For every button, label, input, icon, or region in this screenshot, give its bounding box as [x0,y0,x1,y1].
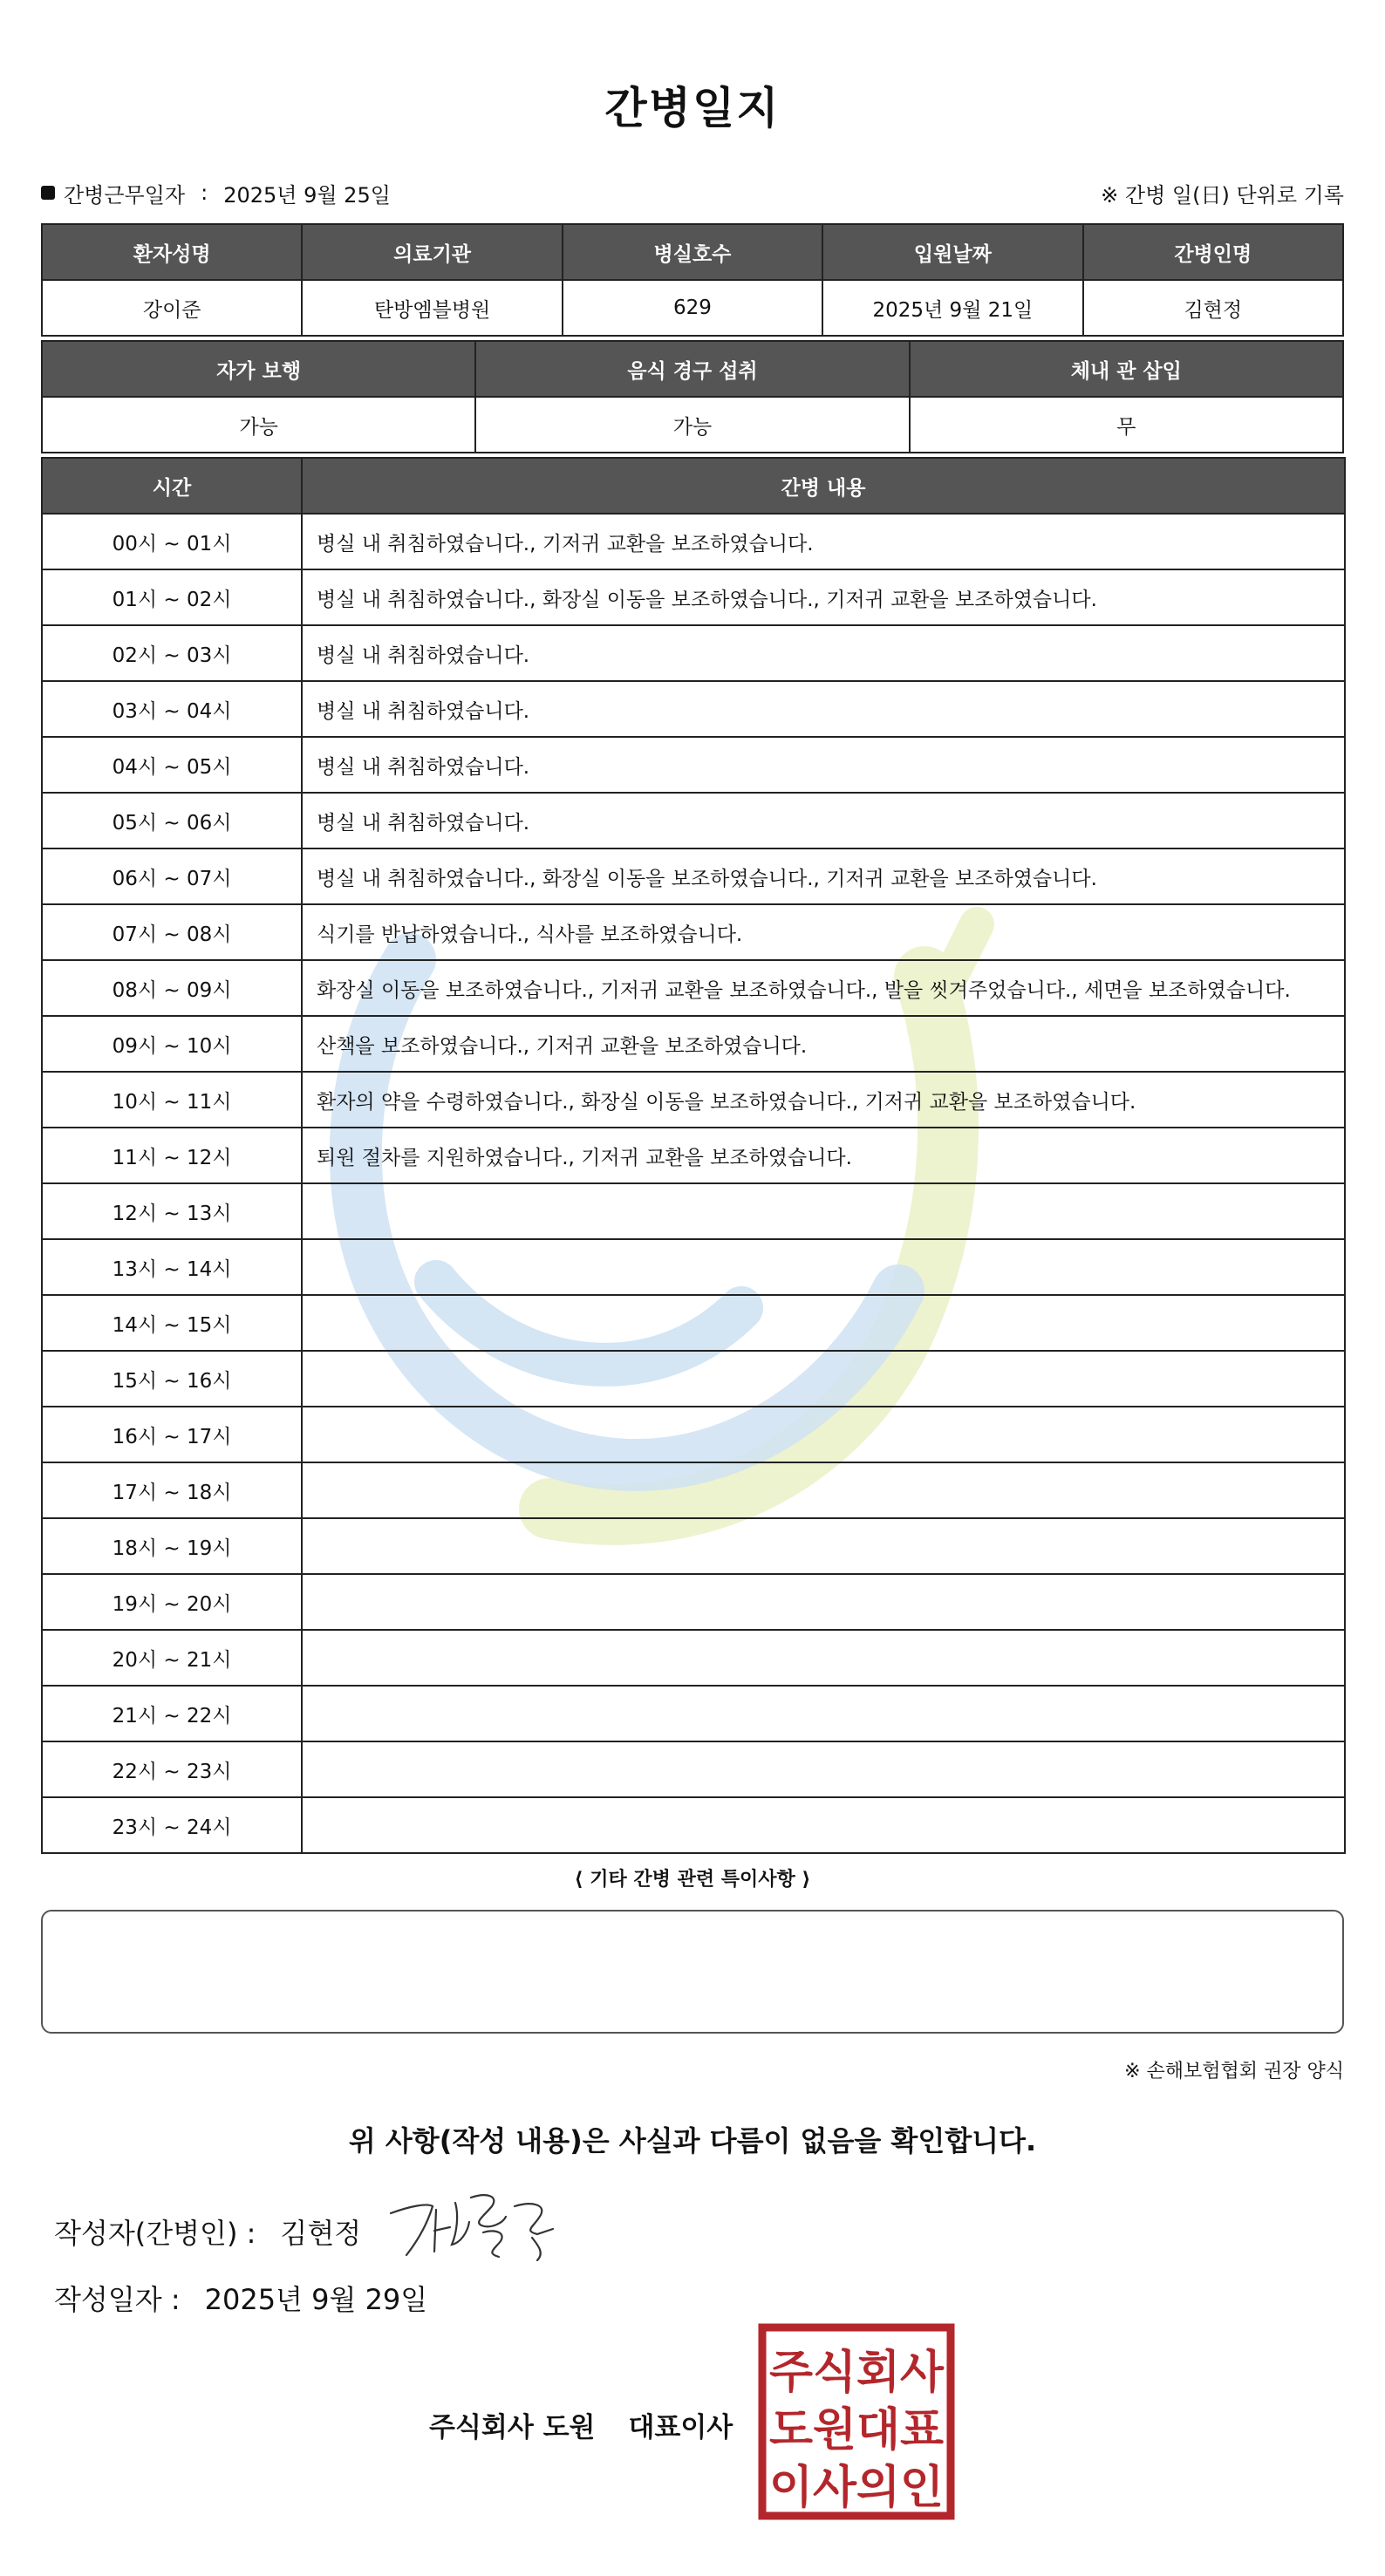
care-log-row [42,737,1345,793]
care-log-row [42,1183,1345,1239]
care-time-cell: 17시 ~ 18시 [42,1462,302,1518]
care-content-cell: 환자의 약을 수령하였습니다., 화장실 이동을 보조하였습니다., 기저귀 교환을 보조하였습니다. [302,1072,1345,1128]
care-time-cell: 01시 ~ 02시 [42,569,302,625]
care-log-row [42,848,1345,904]
hospital-value: 탄방엠블병원 [302,280,562,336]
self-walking-value: 가능 [42,397,475,453]
care-log-row [42,514,1345,569]
care-time-cell: 12시 ~ 13시 [42,1183,302,1239]
care-log-row [42,625,1345,681]
page-title: 간병일지 [604,83,781,133]
care-log-row [42,960,1345,1016]
care-log-row [42,1295,1345,1351]
care-content-cell: 퇴원 절차를 지원하였습니다., 기저귀 교환을 보조하였습니다. [302,1128,1345,1183]
care-log-row [42,1462,1345,1518]
care-content-cell: 병실 내 취침하였습니다., 화장실 이동을 보조하였습니다., 기저귀 교환을 보조하였습니다. [302,569,1345,625]
company-signature-line [429,2405,733,2444]
care-log-row [42,793,1345,848]
care-log-row [42,1574,1345,1630]
care-content-cell: 식기를 반납하였습니다., 식사를 보조하였습니다. [302,904,1345,960]
care-content-cell [302,1686,1345,1741]
care-log-header-row [42,458,1345,514]
work-date-separator: : [201,181,208,205]
care-log-row [42,1072,1345,1128]
care-time-cell: 13시 ~ 14시 [42,1239,302,1295]
care-time-cell: 23시 ~ 24시 [42,1797,302,1853]
care-log-row [42,1518,1345,1574]
care-time-cell: 11시 ~ 12시 [42,1128,302,1183]
care-log-row [42,1016,1345,1072]
care-log-row [42,569,1345,625]
care-time-cell: 00시 ~ 01시 [42,514,302,569]
care-content-cell [302,1407,1345,1462]
patient-info-header-row [42,224,1343,280]
patient-info-value-row [42,280,1343,336]
care-log-row [42,1630,1345,1686]
care-time-cell: 20시 ~ 21시 [42,1630,302,1686]
care-time-cell: 09시 ~ 10시 [42,1016,302,1072]
header-care-content: 간병 내용 [302,458,1345,514]
form-source-note: ※ 손해보험협회 권장 양식 [1124,2061,1344,2082]
caregiver-name-value: 김현정 [1083,280,1343,336]
care-content-cell: 병실 내 취침하였습니다. [302,625,1345,681]
header-self-walking: 자가 보행 [42,341,475,397]
care-log-row [42,681,1345,737]
care-content-cell: 화장실 이동을 보조하였습니다., 기저귀 교환을 보조하였습니다., 발을 씻겨주었습니다., 세면을 보조하였습니다. [302,960,1345,1016]
care-log-rows [42,514,1345,1853]
record-unit-note: ※ 간병 일(日) 단위로 기록 [1101,182,1344,208]
care-time-cell: 21시 ~ 22시 [42,1686,302,1741]
care-content-cell [302,1630,1345,1686]
care-content-cell [302,1183,1345,1239]
care-time-cell: 03시 ~ 04시 [42,681,302,737]
work-date-value: 2025년 9월 25일 [223,182,391,208]
care-content-cell [302,1295,1345,1351]
care-log-table [41,457,1346,1854]
header-time: 시간 [42,458,302,514]
seal-line-2: 도원대표 [769,2404,944,2457]
admission-date-value: 2025년 9월 21일 [822,280,1082,336]
bullet-square-icon [41,186,55,200]
care-time-cell: 15시 ~ 16시 [42,1351,302,1407]
care-content-cell: 산책을 보조하였습니다., 기저귀 교환을 보조하였습니다. [302,1016,1345,1072]
care-content-cell [302,1741,1345,1797]
header-tube-insertion: 체내 관 삽입 [910,341,1343,397]
oral-intake-value: 가능 [475,397,909,453]
care-log-row [42,1686,1345,1741]
care-content-cell [302,1797,1345,1853]
care-time-cell: 19시 ~ 20시 [42,1574,302,1630]
writer-name: 김현정 [280,2217,362,2250]
care-time-cell: 02시 ~ 03시 [42,625,302,681]
header-caregiver-name: 간병인명 [1083,224,1343,280]
care-time-cell: 05시 ~ 06시 [42,793,302,848]
work-date-label: 간병근무일자 [64,182,186,208]
header-room-number: 병실호수 [563,224,822,280]
patient-status-header-row [42,341,1343,397]
handwritten-signature [384,2180,558,2263]
writer-row [54,2211,361,2252]
patient-info-table [41,223,1344,337]
patient-status-value-row [42,397,1343,453]
company-seal-stamp [758,2323,955,2520]
care-time-cell: 07시 ~ 08시 [42,904,302,960]
writer-label: 작성자(간병인) : [54,2217,256,2250]
care-time-cell: 14시 ~ 15시 [42,1295,302,1351]
care-log-row [42,1239,1345,1295]
care-content-cell [302,1239,1345,1295]
written-date-label: 작성일자 : [54,2283,181,2316]
header-oral-intake: 음식 경구 섭취 [475,341,909,397]
care-content-cell [302,1518,1345,1574]
care-content-cell: 병실 내 취침하였습니다. [302,737,1345,793]
company-ceo-title: 대표이사 [628,2412,733,2443]
care-log-row [42,1351,1345,1407]
company-name: 주식회사 도원 [429,2412,596,2443]
care-time-cell: 04시 ~ 05시 [42,737,302,793]
care-time-cell: 08시 ~ 09시 [42,960,302,1016]
care-time-cell: 22시 ~ 23시 [42,1741,302,1797]
care-log-row [42,1128,1345,1183]
header-admission-date: 입원날짜 [822,224,1082,280]
written-date-row [54,2278,427,2318]
care-log-row [42,904,1345,960]
care-content-cell: 병실 내 취침하였습니다. [302,793,1345,848]
care-content-cell: 병실 내 취침하였습니다. [302,681,1345,737]
care-content-cell [302,1462,1345,1518]
seal-line-3: 이사의인 [769,2462,944,2514]
tube-insertion-value: 무 [910,397,1343,453]
care-time-cell: 10시 ~ 11시 [42,1072,302,1128]
header-patient-name: 환자성명 [42,224,302,280]
care-log-row [42,1407,1345,1462]
care-content-cell: 병실 내 취침하였습니다., 기저귀 교환을 보조하였습니다. [302,514,1345,569]
room-number-value: 629 [563,280,822,336]
special-notes-box [41,1910,1344,2034]
work-date-row [41,180,1344,206]
patient-status-table [41,340,1344,453]
written-date-value: 2025년 9월 29일 [204,2283,428,2316]
patient-name-value: 강이준 [42,280,302,336]
care-time-cell: 18시 ~ 19시 [42,1518,302,1574]
care-log-row [42,1741,1345,1797]
care-time-cell: 16시 ~ 17시 [42,1407,302,1462]
special-notes-label: ⟨ 기타 간병 관련 특이사항 ⟩ [574,1869,811,1891]
care-log-row [42,1797,1345,1853]
confirmation-statement: 위 사항(작성 내용)은 사실과 다름이 없음을 확인합니다. [348,2124,1037,2157]
header-hospital: 의료기관 [302,224,562,280]
care-content-cell: 병실 내 취침하였습니다., 화장실 이동을 보조하였습니다., 기저귀 교환을 보조하였습니다. [302,848,1345,904]
care-content-cell [302,1351,1345,1407]
care-content-cell [302,1574,1345,1630]
care-time-cell: 06시 ~ 07시 [42,848,302,904]
seal-line-1: 주식회사 [769,2347,945,2399]
